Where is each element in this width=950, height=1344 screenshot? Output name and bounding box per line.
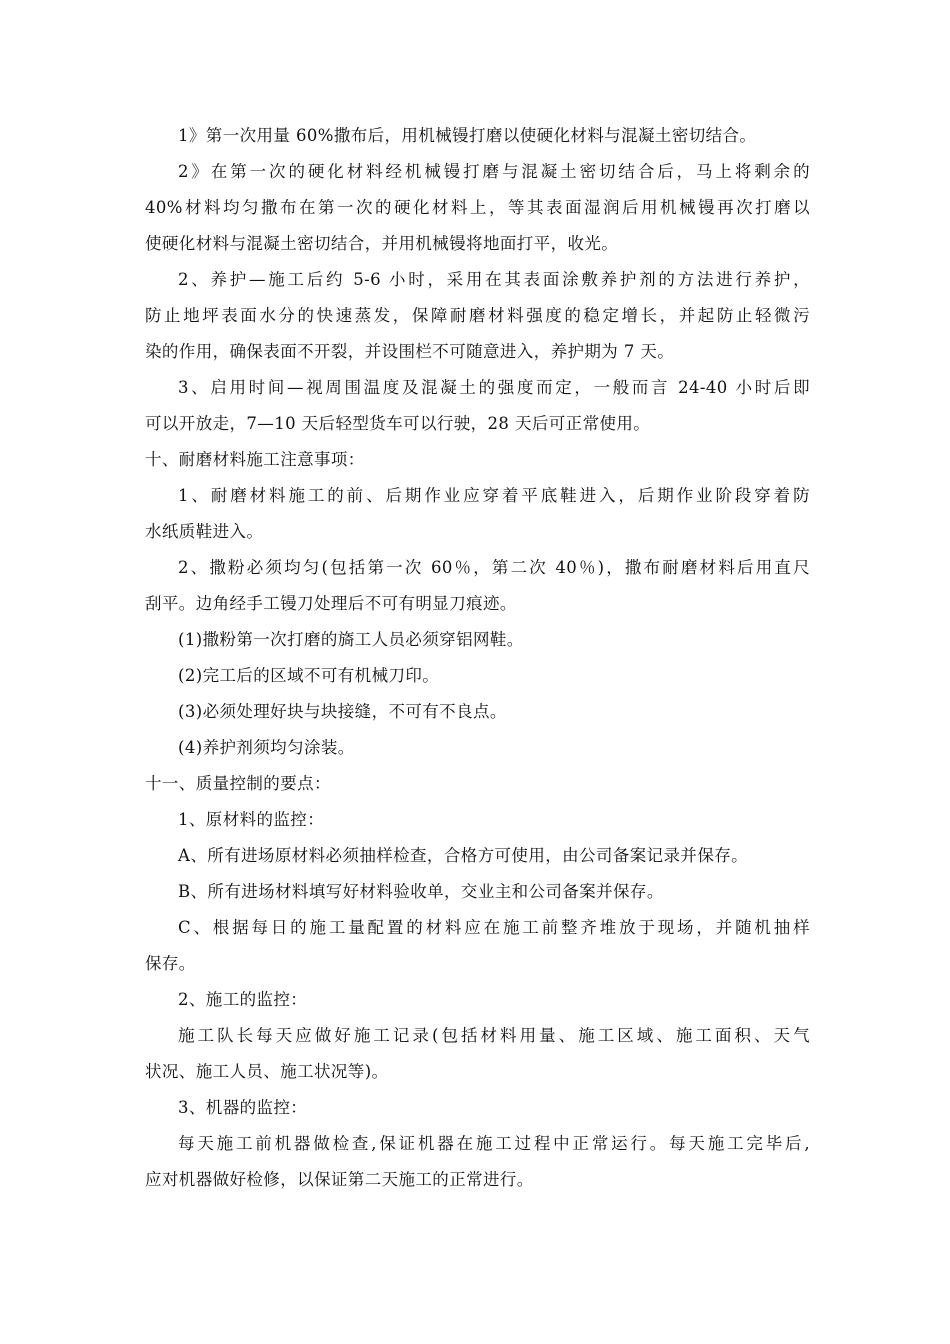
paragraph-line: 防止地坪表面水分的快速蒸发，保障耐磨材料强度的稳定增长，并起防止轻微污 xyxy=(145,306,810,325)
subsection-heading: 2、施工的监控： xyxy=(178,990,308,1009)
paragraph-line: 状况、施工人员、施工状况等)。 xyxy=(145,1062,389,1081)
list-item: (2)完工后的区域不可有机械刀印。 xyxy=(178,666,440,685)
list-item: (4)养护剂须均匀涂装。 xyxy=(178,738,355,757)
list-item: A、所有进场原材料必须抽样检查，合格方可使用，由公司备案记录并保存。 xyxy=(178,846,749,865)
section-heading: 十一、质量控制的要点： xyxy=(145,774,331,793)
paragraph-line: 应对机器做好检修，以保证第二天施工的正常进行。 xyxy=(145,1170,534,1189)
list-item: (1)撒粉第一次打磨的旖工人员必须穿铝网鞋。 xyxy=(178,630,524,649)
paragraph-line: 2、撒粉必须均匀(包括第一次 60％，第二次 40％)，撒布耐磨材料后用直尺 xyxy=(178,558,810,577)
section-heading: 十、耐磨材料施工注意事项： xyxy=(145,450,365,469)
paragraph-line: 施工队长每天应做好施工记录(包括材料用量、施工区域、施工面积、天气 xyxy=(178,1026,810,1045)
paragraph-line: 使硬化材料与混凝土密切结合，并用机械镘将地面打平，收光。 xyxy=(145,234,619,253)
paragraph-line: 染的作用，确保表面不开裂，并设围栏不可随意进入，养护期为 7 天。 xyxy=(145,342,675,361)
paragraph-line: 1》第一次用量 60%撒布后，用机械镘打磨以使硬化材料与混凝土密切结合。 xyxy=(178,126,757,145)
paragraph-line: 1、耐磨材料施工的前、后期作业应穿着平底鞋进入，后期作业阶段穿着防 xyxy=(178,486,810,505)
paragraph-line: 40%材料均匀撒布在第一次的硬化材料上，等其表面湿润后用机械镘再次打磨以 xyxy=(145,198,810,217)
paragraph-line: 可以开放走，7—10 天后轻型货车可以行驶，28 天后可正常使用。 xyxy=(145,414,651,433)
list-item: C、根据每日的施工量配置的材料应在施工前整齐堆放于现场，并随机抽样 xyxy=(178,918,810,937)
paragraph-line: 2》在第一次的硬化材料经机械镘打磨与混凝土密切结合后，马上将剩余的 xyxy=(178,162,810,181)
document-page xyxy=(145,118,810,1198)
list-item: (3)必须处理好块与块接缝，不可有不良点。 xyxy=(178,702,507,721)
paragraph-line: 每天施工前机器做检查,保证机器在施工过程中正常运行。每天施工完毕后, xyxy=(178,1134,810,1153)
paragraph-line: 保存。 xyxy=(145,954,196,973)
paragraph-line: 2、养护—施工后约 5-6 小时，采用在其表面涂敷养护剂的方法进行养护， xyxy=(178,270,810,289)
list-item: B、所有进场材料填写好材料验收单，交业主和公司备案并保存。 xyxy=(178,882,664,901)
subsection-heading: 1、原材料的监控： xyxy=(178,810,325,829)
subsection-heading: 3、机器的监控： xyxy=(178,1098,308,1117)
paragraph-line: 3、启用时间—视周围温度及混凝土的强度而定，一般而言 24-40 小时后即 xyxy=(178,378,810,397)
paragraph-line: 水纸质鞋进入。 xyxy=(145,522,264,541)
paragraph-line: 刮平。边角经手工镘刀处理后不可有明显刀痕迹。 xyxy=(145,594,517,613)
